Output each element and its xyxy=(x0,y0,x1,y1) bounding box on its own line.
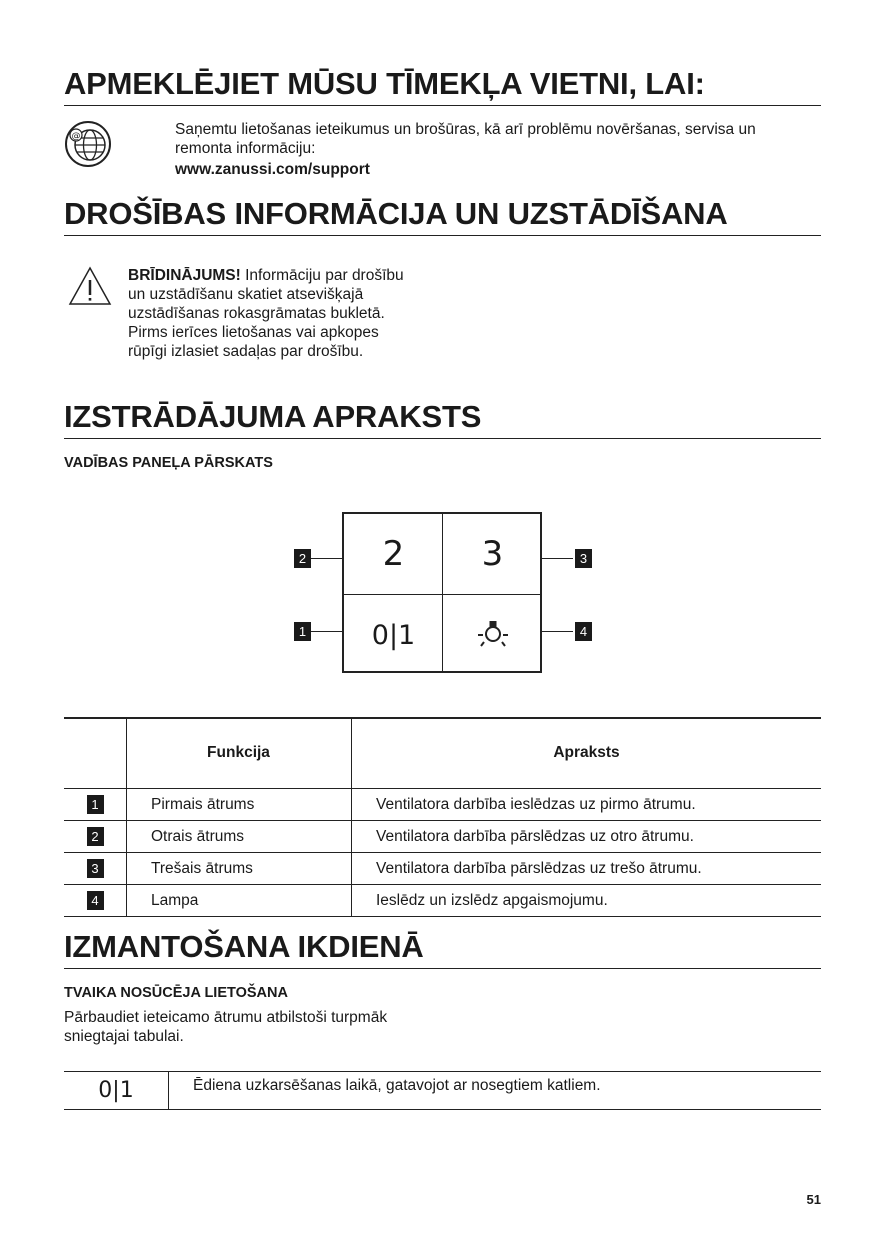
hood-usage-subheading: TVAIKA NOSŪCĒJA LIETOŠANA xyxy=(64,985,288,1001)
usage-description: Ēdiena uzkarsēšanas laikā, gatavojot ar nosegtiem katliem. xyxy=(193,1077,601,1094)
page-number: 51 xyxy=(806,1192,821,1207)
warning-label: BRĪDINĀJUMS! xyxy=(128,267,241,284)
table-row xyxy=(64,853,821,885)
table-header-description: Apraksts xyxy=(352,718,822,789)
table-row xyxy=(64,885,821,917)
section-heading-product: IZSTRĀDĀJUMA APRAKSTS xyxy=(64,399,821,439)
control-panel-diagram xyxy=(342,512,542,673)
panel-overview-subheading: VADĪBAS PANEĻA PĀRSKATS xyxy=(64,455,273,471)
table-header-num xyxy=(64,718,127,789)
safety-warning-text xyxy=(128,266,408,361)
lamp-icon xyxy=(475,619,511,651)
row-description: Ieslēdz un izslēdz apgaismojumu. xyxy=(352,885,822,917)
speed-3-button[interactable]: 3 xyxy=(481,534,504,574)
row-function: Otrais ātrums xyxy=(127,821,352,853)
table-header-function: Funkcija xyxy=(127,718,352,789)
usage-symbol: 0|1 xyxy=(98,1078,134,1103)
callout-2: 2 xyxy=(294,549,311,568)
table-row xyxy=(64,821,821,853)
row-number: 1 xyxy=(87,795,104,814)
row-function: Pirmais ātrums xyxy=(127,789,352,821)
row-description: Ventilatora darbība ieslēdzas uz pirmo ātrumu. xyxy=(352,789,822,821)
table-row xyxy=(64,789,821,821)
table-header-row xyxy=(64,718,821,789)
row-description: Ventilatora darbība pārslēdzas uz trešo ātrumu. xyxy=(352,853,822,885)
callout-3: 3 xyxy=(575,549,592,568)
callout-1: 1 xyxy=(294,622,311,641)
callout-4: 4 xyxy=(575,622,592,641)
row-number: 2 xyxy=(87,827,104,846)
warning-body: Informāciju par drošību un uzstādīšanu skatiet atsevišķajā uzstādīšanas rokasgrāmatas bukletā. Pirms ierīces lietošanas vai apkopes rūpīgi izlasiet sadaļas par drošību. xyxy=(128,267,404,360)
web-globe-icon xyxy=(64,120,112,168)
support-link[interactable]: www.zanussi.com/support xyxy=(175,161,370,178)
hood-usage-text: Pārbaudiet ieteicamo ātrumu atbilstoši turpmāk sniegtajai tabulai. xyxy=(64,1009,388,1045)
function-table xyxy=(64,718,821,917)
row-function: Trešais ātrums xyxy=(127,853,352,885)
row-number: 3 xyxy=(87,859,104,878)
row-function: Lampa xyxy=(127,885,352,917)
on-off-speed-1-button[interactable]: 0|1 xyxy=(371,619,416,651)
row-description: Ventilatora darbība pārslēdzas uz otro ātrumu. xyxy=(352,821,822,853)
lamp-button[interactable] xyxy=(443,595,542,675)
section-heading-daily-use: IZMANTOŠANA IKDIENĀ xyxy=(64,929,821,969)
section-heading-website: APMEKLĒJIET MŪSU TĪMEKĻA VIETNI, LAI: xyxy=(64,66,821,106)
section-heading-safety: DROŠĪBAS INFORMĀCIJA UN UZSTĀDĪŠANA xyxy=(64,196,821,236)
warning-triangle-icon xyxy=(68,266,112,306)
speed-2-button[interactable]: 2 xyxy=(382,534,405,574)
svg-text:@: @ xyxy=(71,131,81,142)
row-number: 4 xyxy=(87,891,104,910)
website-description: Saņemtu lietošanas ieteikumus un brošūras, kā arī problēmu novēršanas, servisa un remonta informāciju: xyxy=(175,121,756,157)
